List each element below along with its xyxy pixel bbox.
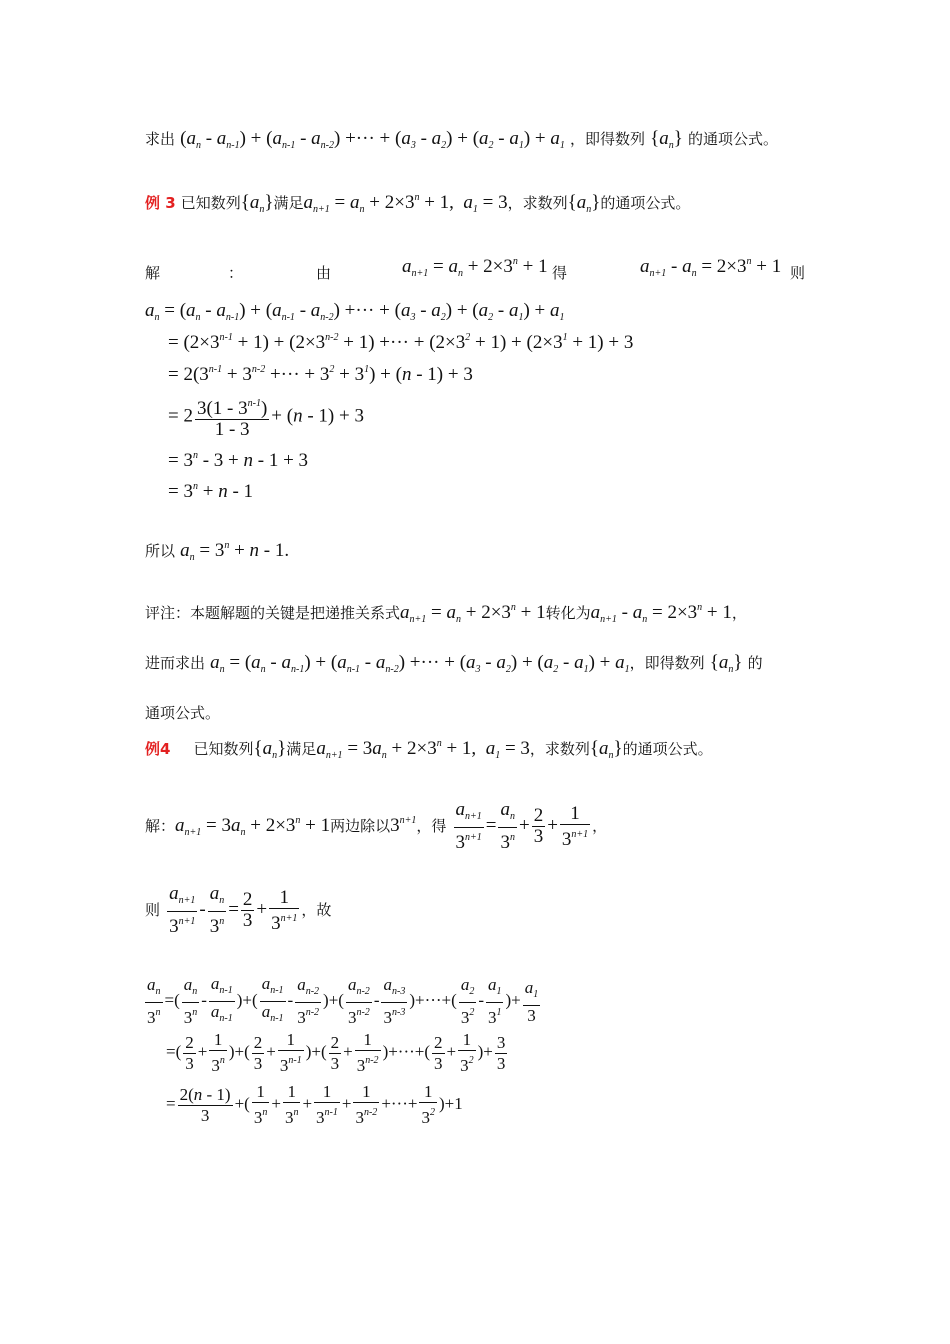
text-qiushulie: ，求数列	[507, 194, 568, 212]
text-comma-4: ，	[592, 816, 608, 835]
solution-4-line-1	[145, 800, 607, 853]
solution-4-line-2	[145, 884, 331, 937]
note-line-1	[145, 602, 747, 625]
example-3-label: 例 3	[145, 194, 176, 212]
paragraph-intro	[145, 128, 778, 151]
text-manzu-4: 满足	[286, 740, 317, 758]
formula-recurrence-4b: $a_{n+1} = 3a_n + 2\times 3^n + 1$	[175, 814, 331, 838]
example-4-statement	[145, 738, 713, 761]
fraction-geometric-sum: $\frac{3(1 - 3^{n-1})}{1 - 3}$	[195, 394, 269, 440]
formula-3-power: $3^{n+1}$	[390, 814, 417, 836]
text-tongxiang-2: 的通项公式。	[600, 194, 691, 212]
formula-telescoping-sum: $(a_n - a_{n-1}) + (a_{n-1} - a_{n-2})$ +··· + $(a_3 - a_2) + (a_2 - a_1) + a_1$	[180, 128, 565, 151]
text-de-4: ，得	[416, 816, 447, 835]
derivation-4-line-3: = $\frac{2(n - 1)}{3}$ +( $\frac{1}{3^n}$ + $\frac{1}{3^n}$ + $\frac{1}{3^{n-1}}$ + $\frac{1}{3^{n-2}}$ +···+ $\frac{1}{3^2}$ )+1	[166, 1082, 463, 1127]
formula-an-set-4: $\{a_n\}$	[253, 738, 287, 761]
text-colon: ：	[228, 264, 244, 282]
formula-sequence-an: $\{a_n\}$	[650, 128, 683, 151]
text-qiushulie-4: ，求数列	[529, 740, 590, 758]
derivation-3-line-1: $a_n = (a_n - a_{n-1}) + (a_{n-1} - a_{n-2})$ +··· + $(a_3 - a_2) + (a_2 - a_1) + a_1$	[145, 300, 565, 323]
text-suoyi: 所以	[145, 542, 176, 560]
conclusion-3	[145, 540, 289, 563]
derivation-3-line-6: = $3^n + n - 1$	[168, 481, 254, 502]
formula-recurrence-3: $a_{n+1} = a_n + 2\times 3^n + 1$, $a_1 = 3$	[303, 192, 508, 215]
formula-difference-3: $a_{n+1} - a_n = 2\times 3^n + 1$	[640, 256, 782, 279]
text-de: 得	[552, 264, 568, 282]
derivation-4-line-2: =( $\frac{2}{3}$ + $\frac{1}{3^n}$ )+( $\frac{2}{3}$ + $\frac{1}{3^{n-1}}$ )+( $\frac{2}{3}$ + $\frac{1}{3^{n-2}}$ )+···+( $\frac{2}{3}$ + $\frac{1}{3^2}$ )+ $\frac{3}{3}$	[166, 1030, 506, 1075]
derivation-4-line-1: $\frac{a_n}{3^n}$ =( $\frac{a_n}{3^n}$ - $\frac{a_{n-1}}{a_{n-1}}$ )+( $\frac{a_{n-1}}{a_{n-1}}$ - $\frac{a_{n-2}}{3^{n-2}}$ )+( $\frac{a_{n-2}}{3^{n-2}}$ - $\frac{a_{n-3}}{3^{n-3}}$ )+···+( $\frac{a_2}{3^2}$ - $\frac{a_1}{3^1}$ )+ $\frac{a_1}{3}$	[147, 974, 539, 1027]
text-ze: 则	[790, 264, 806, 282]
formula-an-set-3: $\{a_n\}$	[709, 652, 743, 675]
text-yizhi-4: 已知数列	[193, 740, 254, 758]
note-line-2	[145, 652, 763, 675]
formula-recurrence-3b: $a_{n+1} = a_n + 2\times 3^n + 1$	[402, 256, 548, 279]
text-gu: ，故	[301, 900, 332, 919]
text-tongxiang: 的通项公式。	[687, 130, 778, 148]
derivation-3-line-3: = $2(3^{n-1} + 3^{n-2}$ +··· + $3^2 + 3^1) + (n - 1) + 3$	[168, 364, 473, 385]
text-ze-4: 则	[145, 900, 161, 919]
text-liangbian: 两边除以	[330, 816, 391, 835]
text-comma: ，	[731, 604, 747, 622]
text-you: 由	[316, 264, 332, 282]
text-de-2: 的	[747, 654, 763, 672]
text-tongxianggongshi: 通项公式。	[145, 704, 221, 722]
text-zhuanhua: 转化为	[545, 604, 591, 622]
example-4-label: 例4	[145, 740, 171, 758]
formula-recurrence-4: $a_{n+1} = 3a_n + 2\times 3^n + 1$, $a_1 = 3$	[316, 738, 530, 761]
text-jie: 解	[145, 264, 161, 282]
text-jinerqiuchu: 进而求出	[145, 654, 206, 672]
formula-divided: $\frac{a_{n+1}}{3^{n+1}}$ = $\frac{a_n}{3^n}$ + $\frac{2}{3}$ + $\frac{1}{3^{n+1}}$	[455, 799, 589, 853]
formula-difference-4: $\frac{a_{n+1}}{3^{n+1}}$ - $\frac{a_n}{3^n}$ = $\frac{2}{3}$ + $\frac{1}{3^{n+1}}$	[169, 883, 298, 937]
formula-an-set: $\{a_n\}$	[240, 192, 274, 215]
derivation-3-line-4: = 2 $\frac{3(1 - 3^{n-1})}{1 - 3}$ + (n - 1) + 3	[168, 394, 364, 440]
text-jideshulie: ，即得数列	[570, 130, 646, 148]
text-tongxiang-4: 的通项公式。	[622, 740, 713, 758]
text-jideshulie-2: ，即得数列	[629, 654, 705, 672]
formula-an-set-2: $\{a_n\}$	[567, 192, 601, 215]
formula-recurrence-note: $a_{n+1} = a_n + 2\times 3^n + 1$	[400, 602, 546, 625]
note-line-3	[145, 702, 220, 723]
text-manzu: 满足	[273, 194, 304, 212]
formula-telescoping-note: $a_n = (a_n - a_{n-1}) + (a_{n-1} - a_{n-2})$ +··· + $(a_3 - a_2) + (a_2 - a_1) + a_1$	[210, 652, 630, 675]
text-jie-4: 解：	[145, 816, 176, 835]
text-yizhi: 已知数列	[180, 194, 241, 212]
derivation-3-line-5: = $3^n - 3 + n - 1 + 3$	[168, 450, 309, 471]
text-pingzhu: 评注：本题解题的关键是把递推关系式	[145, 604, 401, 622]
derivation-3-line-2: = $(2\times 3^{n-1} + 1) + (2\times 3^{n-2} + 1)$ +··· + $(2\times 3^2 + 1) + (2\times 3^1 + 1) + 3$	[168, 332, 634, 353]
formula-an-set-5: $\{a_n\}$	[589, 738, 623, 761]
formula-result-3: $a_n = 3^n + n - 1$.	[180, 540, 290, 563]
formula-difference-note: $a_{n+1} - a_n = 2\times 3^n + 1$	[590, 602, 732, 625]
example-3-statement	[145, 192, 690, 215]
text-qiuchu: 求出	[145, 130, 176, 148]
